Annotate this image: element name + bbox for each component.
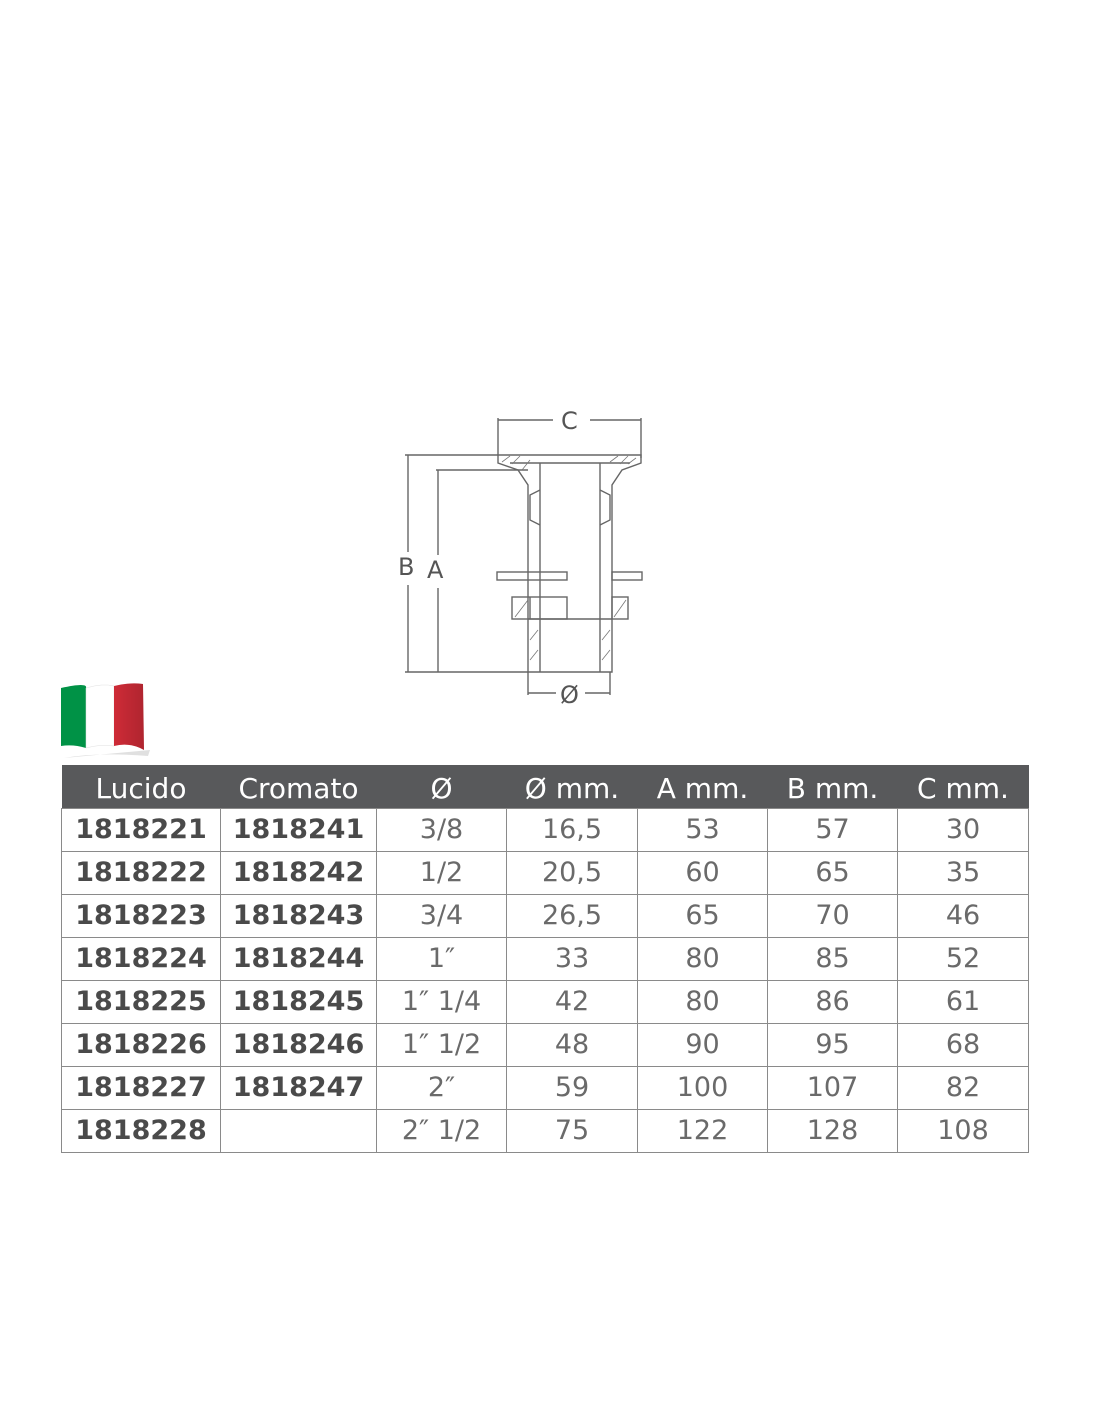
cell-cromato: 1818242 [221, 852, 377, 895]
cell-a-mm: 65 [638, 895, 768, 938]
cell-cromato: 1818245 [221, 981, 377, 1024]
cell-lucido: 1818227 [62, 1067, 221, 1110]
cell-c-mm: 82 [898, 1067, 1029, 1110]
header-diameter-inch: Ø [377, 765, 507, 809]
table-row [62, 938, 1029, 981]
cell-cromato: 1818246 [221, 1024, 377, 1067]
cell-cromato: 1818247 [221, 1067, 377, 1110]
cell-c-mm: 35 [898, 852, 1029, 895]
washer-right [612, 572, 642, 580]
table-row [62, 895, 1029, 938]
cell-diameter-mm: 59 [507, 1067, 638, 1110]
cell-b-mm: 86 [768, 981, 898, 1024]
header-row [62, 765, 1029, 809]
table-row [62, 852, 1029, 895]
cell-b-mm: 70 [768, 895, 898, 938]
specs-table [61, 765, 1029, 1153]
cell-cromato: 1818243 [221, 895, 377, 938]
cell-c-mm: 61 [898, 981, 1029, 1024]
table-row [62, 1067, 1029, 1110]
cell-a-mm: 100 [638, 1067, 768, 1110]
thread-right [600, 490, 610, 525]
cell-lucido: 1818223 [62, 895, 221, 938]
cell-diameter-inch: 3/4 [377, 895, 507, 938]
cell-diameter-inch: 2″ 1/2 [377, 1110, 507, 1153]
cell-diameter-mm: 33 [507, 938, 638, 981]
cell-c-mm: 46 [898, 895, 1029, 938]
cell-a-mm: 60 [638, 852, 768, 895]
cell-b-mm: 95 [768, 1024, 898, 1067]
cell-cromato: 1818241 [221, 809, 377, 852]
cell-diameter-mm: 42 [507, 981, 638, 1024]
cell-c-mm: 108 [898, 1110, 1029, 1153]
washer-left [497, 572, 567, 580]
cell-lucido: 1818224 [62, 938, 221, 981]
cell-b-mm: 85 [768, 938, 898, 981]
table-row [62, 1110, 1029, 1153]
cell-lucido: 1818221 [62, 809, 221, 852]
cell-diameter-inch: 2″ [377, 1067, 507, 1110]
fitting-diagram [380, 395, 670, 715]
cell-lucido: 1818228 [62, 1110, 221, 1153]
cell-cromato: 1818244 [221, 938, 377, 981]
cell-b-mm: 128 [768, 1110, 898, 1153]
table-row [62, 1024, 1029, 1067]
technical-drawing [380, 395, 670, 715]
cell-a-mm: 122 [638, 1110, 768, 1153]
cell-diameter-mm: 16,5 [507, 809, 638, 852]
cell-diameter-mm: 26,5 [507, 895, 638, 938]
label-diameter: Ø [560, 681, 579, 709]
cell-diameter-inch: 1/2 [377, 852, 507, 895]
cell-a-mm: 53 [638, 809, 768, 852]
header-cromato: Cromato [221, 765, 377, 809]
cell-cromato [221, 1110, 377, 1153]
header-diameter-mm: Ø mm. [507, 765, 638, 809]
table-row [62, 809, 1029, 852]
cell-diameter-mm: 20,5 [507, 852, 638, 895]
table-row [62, 981, 1029, 1024]
header-a-mm: A mm. [638, 765, 768, 809]
cell-diameter-mm: 48 [507, 1024, 638, 1067]
cell-diameter-inch: 3/8 [377, 809, 507, 852]
cell-lucido: 1818226 [62, 1024, 221, 1067]
cell-lucido: 1818225 [62, 981, 221, 1024]
cell-diameter-inch: 1″ 1/2 [377, 1024, 507, 1067]
header-c-mm: C mm. [898, 765, 1029, 809]
label-b: B [398, 553, 415, 581]
cell-lucido: 1818222 [62, 852, 221, 895]
header-b-mm: B mm. [768, 765, 898, 809]
cell-diameter-inch: 1″ [377, 938, 507, 981]
header-lucido: Lucido [62, 765, 221, 809]
fitting-outline [498, 455, 641, 672]
cell-b-mm: 107 [768, 1067, 898, 1110]
cell-c-mm: 68 [898, 1024, 1029, 1067]
thread-left [530, 490, 540, 525]
cell-a-mm: 80 [638, 981, 768, 1024]
cell-a-mm: 80 [638, 938, 768, 981]
cell-diameter-mm: 75 [507, 1110, 638, 1153]
cell-a-mm: 90 [638, 1024, 768, 1067]
label-c: C [561, 407, 578, 435]
cell-diameter-inch: 1″ 1/4 [377, 981, 507, 1024]
cell-b-mm: 57 [768, 809, 898, 852]
italy-flag-icon [58, 680, 158, 760]
label-a: A [427, 556, 444, 584]
cell-b-mm: 65 [768, 852, 898, 895]
cell-c-mm: 52 [898, 938, 1029, 981]
cell-c-mm: 30 [898, 809, 1029, 852]
